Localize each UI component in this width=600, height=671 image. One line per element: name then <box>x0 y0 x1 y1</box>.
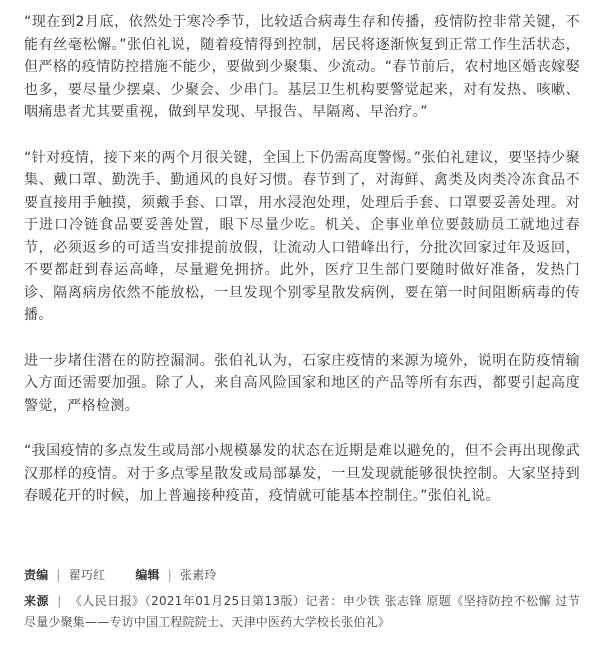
copyeditor-label: 编辑 <box>135 568 160 582</box>
copyeditor-name: 张素玲 <box>180 568 217 582</box>
editor-label: 责编 <box>24 568 49 582</box>
article-paragraph: “我国疫情的多点发生或局部小规模暴发的状态在近期是难以避免的，但不会再出现像武汉那样的疫情。对于多点零星散发或局部暴发，一旦发现就能够很快控制。大家坚持到春暖花开的时候，加上普遍接种疫苗，疫情就可能基本控制住。”张伯礼说。 <box>24 443 580 504</box>
article-paragraph: 进一步堵住潜在的防控漏洞。张伯礼认为，石家庄疫情的来源为境外，说明在防疫情输入方面还需要加强。除了人，来自高风险国家和地区的产品等所有东西，都要引起高度警觉，严格检测。 <box>24 352 580 414</box>
article-body <box>24 0 580 531</box>
source-credit <box>24 591 580 633</box>
editor-name: 翟巧红 <box>68 568 106 582</box>
editor-separator: | <box>56 568 61 582</box>
copyeditor-separator: | <box>167 568 172 582</box>
article-paragraph: “针对疫情，接下来的两个月很关键，全国上下仍需高度警惕。”张伯礼建议，要坚持少聚集、戴口罩、勤洗手、勤通风的良好习惯。春节到了，对海鲜、禽类及肉类冷冻食品不要直接用手触摸，须戴手套、口罩，用水浸泡处理，处理后手套、口罩要妥善处理。对于进口冷链食品要妥善处置，眼下尽量少吃。机关、企事业单位要鼓励员工就地过春节，必须返乡的可适当安排提前放假，让流动人口错峰出行，分批次回家过年及返回，不要都赶到春运高峰，尽量避免拥挤。此外，医疗卫生部门要随时做好准备，发热门诊、隔离病房依然不能放松，一旦发现个别零星散发病例，要在第一时间阻断病毒的传播。 <box>24 149 580 323</box>
article-paragraph: “现在到2月底，依然处于寒冷季节，比较适合病毒生存和传播，疫情防控非常关键，不能有丝毫松懈。”张伯礼说，随着疫情得到控制，居民将逐渐恢复到正常工作生活状态，但严格的疫情防控措施不能少，要做到少聚集、少流动。“春节前后，农村地区婚丧嫁娶也多，要尽量少摆桌、少聚会、少串门。基层卫生机构要警觉起来，对有发热、咳嗽、咽痛患者尤其要重视，做到早发现、早报告、早隔离、早治疗。” <box>24 14 580 120</box>
source-text: 《人民日报》（2021年01月25日第13版）记者：申少铁 张志锋 原题《坚持防控不松懈 过节尽量少聚集——专访中国工程院院士、天津中医药大学校长张伯礼》 <box>24 594 580 629</box>
source-label: 来源 <box>24 594 49 608</box>
editor-credits <box>24 566 580 583</box>
source-separator: | <box>57 594 62 608</box>
